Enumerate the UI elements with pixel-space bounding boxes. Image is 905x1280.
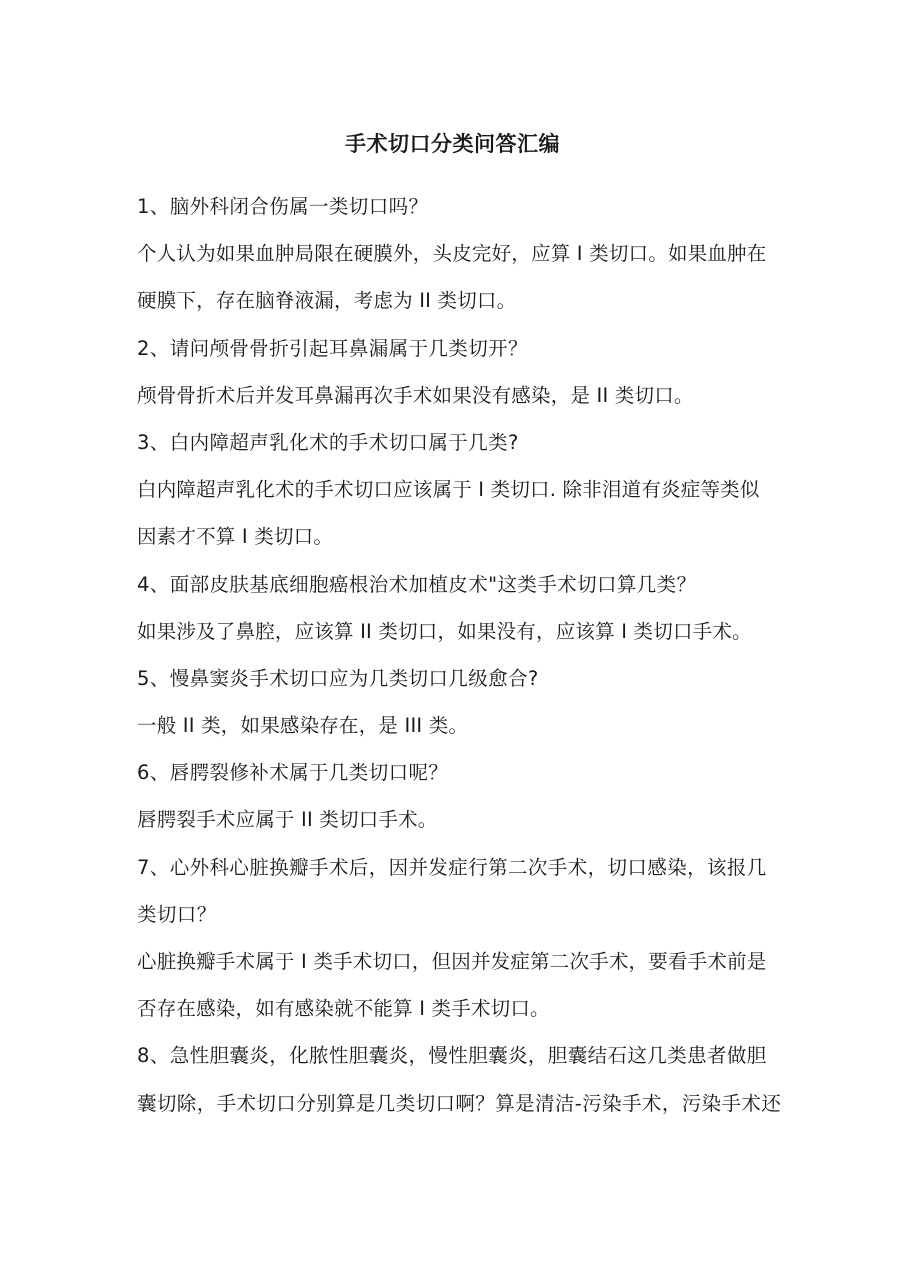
answer-5-line: 一般 II 类，如果感染存在，是 III 类。: [137, 714, 469, 738]
document-title: 手术切口分类问答汇编: [345, 132, 560, 156]
answer-3-line-2: 因素才不算 I 类切口。: [137, 525, 334, 549]
answer-2-line: 颅骨骨折术后并发耳鼻漏再次手术如果没有感染，是 II 类切口。: [137, 383, 694, 407]
answer-4-line: 如果涉及了鼻腔，应该算 II 类切口，如果没有，应该算 I 类切口手术。: [137, 619, 752, 643]
question-7-line-2: 类切口？: [137, 902, 217, 926]
question-8-line-1: 8、急性胆囊炎，化脓性胆囊炎，慢性胆囊炎，胆囊结石这几类患者做胆: [137, 1044, 767, 1068]
question-3-line: 3、白内障超声乳化术的手术切口属于几类?: [137, 430, 519, 454]
question-4-line: 4、面部皮肤基底细胞癌根治术加植皮术"这类手术切口算几类？: [137, 572, 697, 596]
question-6-line: 6、唇腭裂修补术属于几类切口呢？: [137, 761, 449, 785]
answer-7-line-2: 否存在感染，如有感染就不能算 I 类手术切口。: [137, 997, 550, 1021]
answer-1-line-1: 个人认为如果血肿局限在硬膜外，头皮完好，应算 I 类切口。如果血肿在: [137, 242, 767, 266]
question-1-line: 1、脑外科闭合伤属一类切口吗？: [137, 195, 429, 218]
answer-1-line-2: 硬膜下，存在脑脊液漏，考虑为 II 类切口。: [137, 289, 517, 313]
question-7-line-1: 7、心外科心脏换瓣手术后，因并发症行第二次手术，切口感染，该报几: [137, 855, 767, 879]
answer-3-line-1: 白内障超声乳化术的手术切口应该属于 I 类切口. 除非泪道有炎症等类似: [137, 478, 760, 502]
question-8-line-2: 囊切除，手术切口分别算是几类切口啊？算是清洁-污染手术，污染手术还: [137, 1091, 782, 1115]
document-body: [137, 183, 827, 1127]
question-2-line: 2、请问颅骨骨折引起耳鼻漏属于几类切开？: [137, 336, 528, 360]
question-5-line: 5、慢鼻窦炎手术切口应为几类切口几级愈合?: [137, 666, 539, 690]
answer-6-line: 唇腭裂手术应属于 II 类切口手术。: [137, 808, 438, 832]
answer-7-line-1: 心脏换瓣手术属于 I 类手术切口，但因并发症第二次手术，要看手术前是: [137, 950, 767, 973]
